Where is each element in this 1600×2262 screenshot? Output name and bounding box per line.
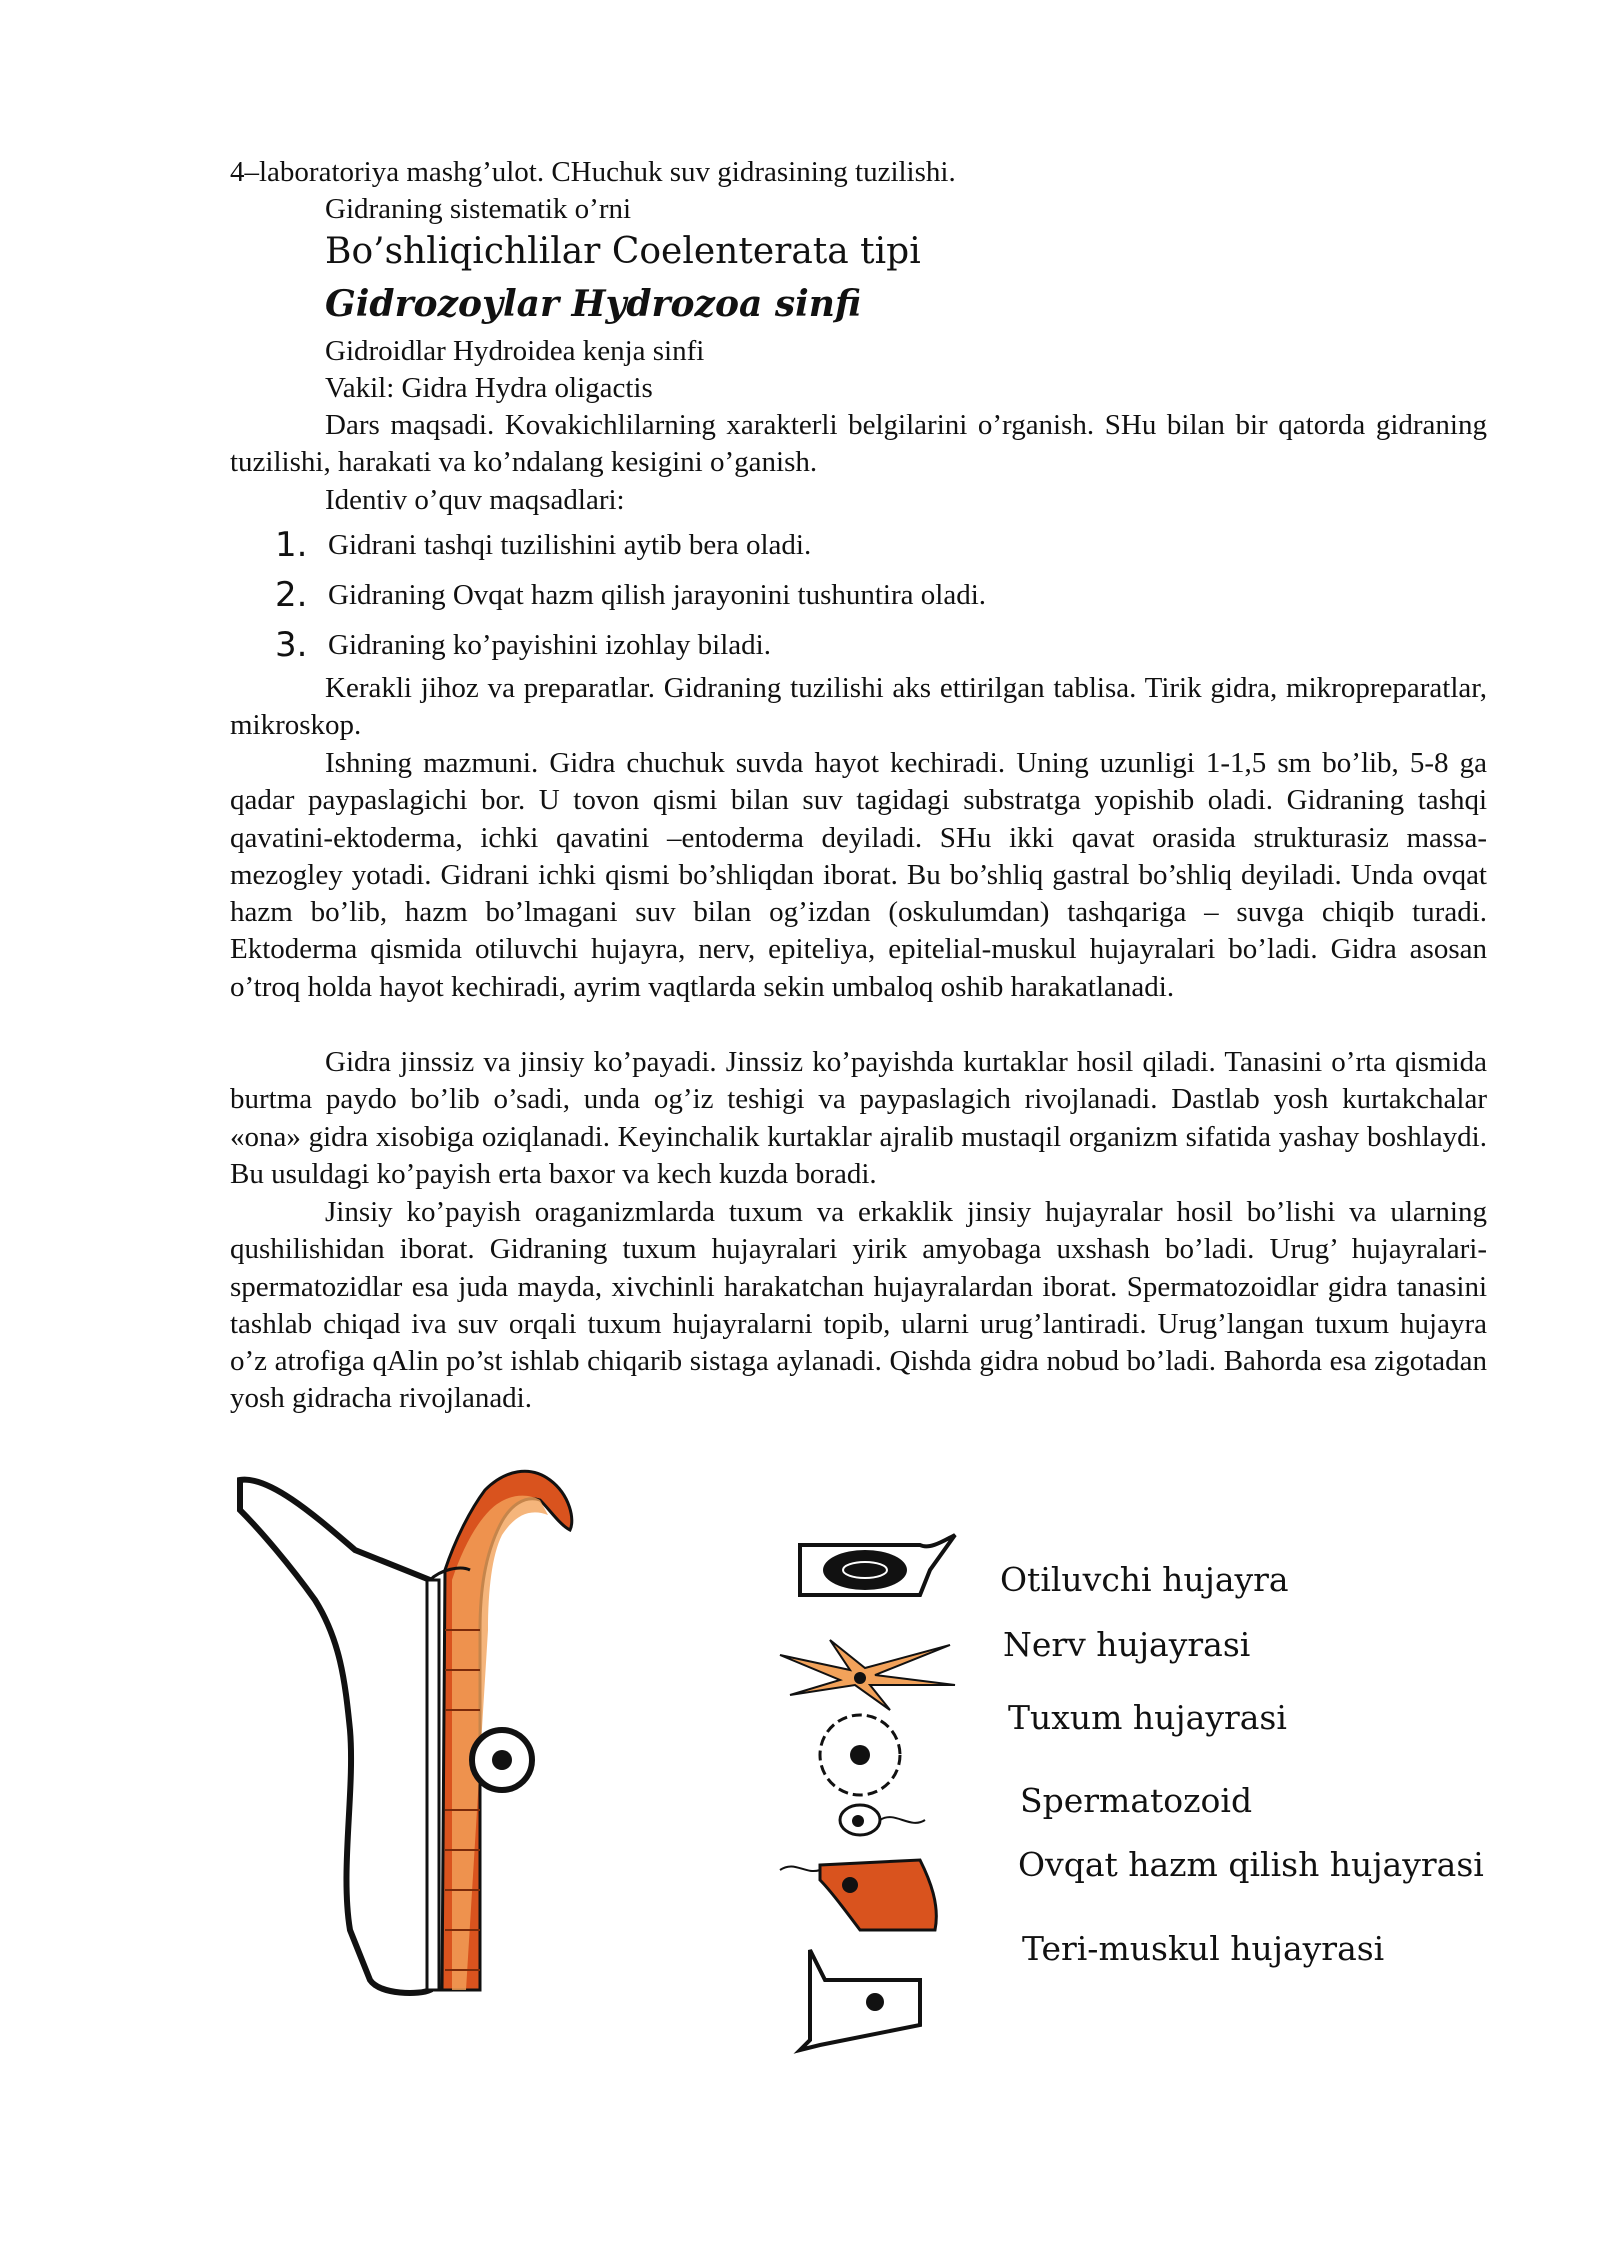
- list-text: Gidraning ko’payishini izohlay biladi.: [328, 629, 771, 661]
- list-number: 2.: [275, 575, 308, 615]
- hydra-central-axis: [427, 1580, 439, 1990]
- list-text: Gidrani tashqi tuzilishini aytib bera oladi.: [328, 529, 812, 561]
- hydra-body-outline: [240, 1480, 430, 1993]
- nerve-cell-icon: [780, 1640, 955, 1710]
- representative-line: Vakil: Gidra Hydra oligactis: [325, 372, 653, 404]
- digestive-cell-icon: [780, 1860, 936, 1930]
- list-text: Gidraning Ovqat hazm qilish jarayonini tushuntira oladi.: [328, 579, 987, 611]
- subclass-line: Gidroidlar Hydroidea kenja sinfi: [325, 335, 705, 367]
- phylum-heading: Bo’shliqichlilar Coelenterata tipi: [325, 231, 921, 272]
- label-stinging-cell: Otiluvchi hujayra: [1000, 1560, 1289, 1599]
- reproduction-paragraph: Gidra jinssiz va jinsiy ko’payadi. Jinssiz ko’payishda kurtaklar hosil qiladi. Tanasini o’rta qismida burtma paydo bo’lib o’sadi, unda og’iz teshigi va paypaslagich rivojlanadi. Dastlab yosh kurtakchalar «ona» gidra xisobiga oziqlanadi. Keyinchalik kurtaklar ajralib mustaqil organizm sifatida yashay boshlaydi. Bu usuldagi ko’payish erta baxor va kech kuzda boradi.: [230, 1046, 1487, 1190]
- list-number: 3.: [275, 625, 308, 665]
- egg-cell-icon: [820, 1715, 900, 1795]
- label-digestive-cell: Ovqat hazm qilish hujayrasi: [1018, 1845, 1484, 1884]
- spermatozoid-icon: [840, 1805, 925, 1835]
- cell-types-illustration: [770, 1530, 970, 2050]
- systematic-position: Gidraning sistematik o’rni: [325, 193, 632, 225]
- label-epithelial-muscle-cell: Teri-muskul hujayrasi: [1022, 1929, 1385, 1968]
- content-paragraph: Ishning mazmuni. Gidra chuchuk suvda hayot kechiradi. Uning uzunligi 1-1,5 sm bo’lib, 5-8 ga qadar paypaslagichi bor. U tovon qismi bilan suv tagidagi substratga yopishib oladi. Gidraning tashqi qavatini-ektoderma, ichki qavatini –entoderma deyiladi. SHu ikki qavat orasida strukturasiz massa-mezogley yotadi. Gidrani ichki qismi bo’shliqdan iborat. Bu bo’shliq gastral bo’shliq deyiladi. Unda ovqat hazm bo’lib, hazm bo’lmagani suv bilan og’izdan (oskulumdan) tashqariga – suvga chiqib turadi. Ektoderma qismida otiluvchi hujayra, nerv, epiteliya, epitelial-muskul hujayralari bo’ladi. Gidra asosan o’troq holda hayot kechiradi, ayrim vaqtlarda sekin umbaloq oshib harakatlanadi.: [230, 747, 1487, 1003]
- list-number: 1.: [275, 525, 308, 565]
- hydra-egg-nucleus: [492, 1750, 512, 1770]
- epithelial-muscle-cell-icon: [800, 1950, 920, 2050]
- label-spermatozoid: Spermatozoid: [1020, 1781, 1253, 1820]
- objectives-title: Identiv o’quv maqsadlari:: [325, 484, 625, 516]
- label-egg-cell: Tuxum hujayrasi: [1008, 1698, 1287, 1737]
- hydra-section-illustration: [230, 1470, 690, 2030]
- stinging-cell-icon: [800, 1535, 955, 1595]
- goal-paragraph: Dars maqsadi. Kovakichlilarning xarakterli belgilarini o’rganish. SHu bilan bir qatorda gidraning tuzilishi, harakati va ko’ndalang kesigini o’ganish.: [230, 409, 1487, 479]
- equipment-paragraph: Kerakli jihoz va preparatlar. Gidraning tuzilishi aks ettirilgan tablisa. Tirik gidra, mikropreparatlar, mikroskop.: [230, 672, 1487, 742]
- label-nerve-cell: Nerv hujayrasi: [1003, 1625, 1251, 1664]
- lab-title: 4–laboratoriya mashg’ulot. CHuchuk suv gidrasining tuzilishi.: [230, 156, 956, 188]
- sexual-reproduction-paragraph: Jinsiy ko’payish oraganizmlarda tuxum va erkaklik jinsiy hujayralar hosil bo’lishi va ularning qushilishidan iborat. Gidraning tuxum hujayralari yirik amyobaga uxshash bo’ladi. Urug’ hujayralari-spermatozidlar esa juda mayda, xivchinli harakatchan hujayralardan iborat. Spermatozoidlar gidra tanasini tashlab chiqad iva suv orqali tuxum hujayralarni topib, ularni urug’lantiradi. Urug’langan tuxum hujayra o’z atrofiga qAlin po’st ishlab chiqarib sistaga aylanadi. Qishda gidra nobud bo’ladi. Bahorda esa zigotadan yosh gidracha rivojlanadi.: [230, 1196, 1487, 1415]
- class-heading: Gidrozoylar Hydrozoa sinfi: [325, 283, 862, 325]
